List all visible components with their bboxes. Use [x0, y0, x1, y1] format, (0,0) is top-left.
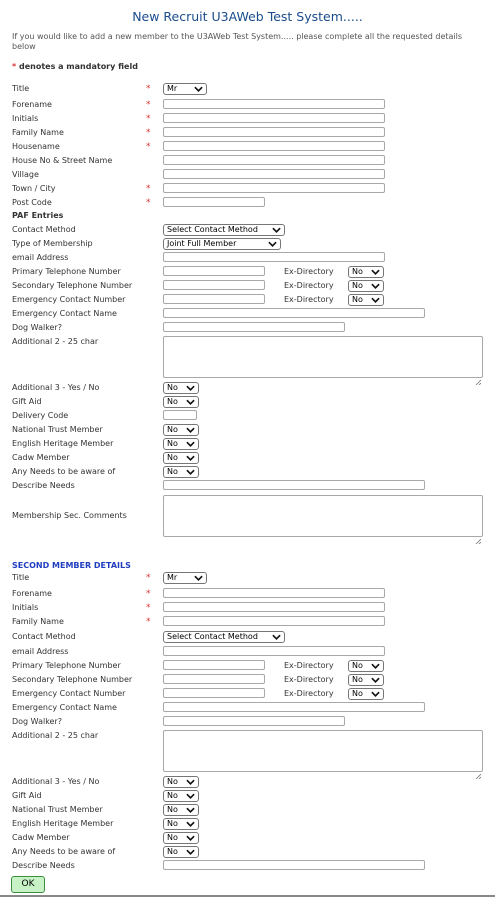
m2-emergency-exdir-select-value: No	[352, 689, 363, 698]
m2-initials-required: *	[146, 603, 151, 613]
chevron-down-icon	[186, 398, 195, 406]
delivery-code-label: Delivery Code	[12, 411, 69, 420]
chevron-down-icon	[186, 426, 195, 434]
gift-aid-select-value: No	[167, 397, 178, 406]
national-trust-label: National Trust Member	[12, 425, 103, 434]
m2-emergency-exdir-select[interactable]	[348, 688, 384, 700]
cadw-select[interactable]	[163, 452, 199, 464]
cadw-select-value: No	[167, 453, 178, 462]
national-trust-select-value: No	[167, 425, 178, 434]
membership-type-label: Type of Membership	[12, 239, 93, 248]
initials-required: *	[146, 114, 151, 124]
m2-secondary-phone-input[interactable]	[163, 674, 265, 684]
paf-entries-heading: PAF Entries	[12, 211, 64, 220]
housename-required: *	[146, 142, 151, 152]
m2-primary-phone-input[interactable]	[163, 660, 265, 670]
m2-forename-input[interactable]	[163, 588, 385, 598]
email-label: email Address	[12, 253, 69, 262]
m2-forename-required: *	[146, 589, 151, 599]
required-star: *	[12, 62, 17, 71]
m2-secondary-phone-label: Secondary Telephone Number	[12, 675, 133, 684]
chevron-down-icon	[186, 806, 195, 814]
m2-national-trust-label: National Trust Member	[12, 805, 103, 814]
intro-text: If you would like to add a new member to the U3AWeb Test System..... please complete all the requested details below	[12, 32, 463, 51]
village-label: Village	[12, 170, 39, 179]
m2-contact-method-select[interactable]	[163, 631, 285, 643]
contact-method-select-value: Select Contact Method	[167, 225, 258, 234]
m2-forename-label: Forename	[12, 589, 52, 598]
secondary-phone-label: Secondary Telephone Number	[12, 281, 133, 290]
emergency-exdir-select-value: No	[352, 295, 363, 304]
describe-needs-label: Describe Needs	[12, 481, 75, 490]
m2-emergency-name-input[interactable]	[163, 702, 425, 712]
emergency-phone-input[interactable]	[163, 294, 265, 304]
resize-grip-icon[interactable]	[475, 529, 481, 535]
primary-exdir-select[interactable]	[348, 266, 384, 278]
additional3-label: Additional 3 - Yes / No	[12, 383, 100, 392]
m2-additional3-select[interactable]	[163, 776, 199, 788]
m2-family-name-required: *	[146, 617, 151, 627]
chevron-down-icon	[186, 834, 195, 842]
m2-initials-input[interactable]	[163, 602, 385, 612]
emergency-name-input[interactable]	[163, 308, 425, 318]
town-required: *	[146, 184, 151, 194]
m2-family-name-input[interactable]	[163, 616, 385, 626]
emergency-phone-label: Emergency Contact Number	[12, 295, 126, 304]
contact-method-label: Contact Method	[12, 225, 76, 234]
chevron-down-icon	[186, 384, 195, 392]
title-required: *	[146, 84, 151, 94]
emergency-exdir-label: Ex-Directory	[284, 295, 334, 304]
needs-select-value: No	[167, 467, 178, 476]
ok-button[interactable]: OK	[11, 876, 45, 893]
additional3-select-value: No	[167, 383, 178, 392]
m2-cadw-select-value: No	[167, 833, 178, 842]
chevron-down-icon	[371, 662, 380, 670]
secondary-phone-input[interactable]	[163, 280, 265, 290]
chevron-down-icon	[194, 574, 203, 582]
house-no-label: House No & Street Name	[12, 156, 113, 165]
m2-english-heritage-select[interactable]	[163, 818, 199, 830]
chevron-down-icon	[371, 676, 380, 684]
m2-additional3-label: Additional 3 - Yes / No	[12, 777, 100, 786]
m2-title-label: Title	[12, 573, 30, 582]
m2-emergency-name-label: Emergency Contact Name	[12, 703, 117, 712]
m2-contact-method-select-value: Select Contact Method	[167, 632, 258, 641]
resize-grip-icon[interactable]	[475, 370, 481, 376]
m2-describe-needs-label: Describe Needs	[12, 861, 75, 870]
cadw-label: Cadw Member	[12, 453, 70, 462]
m2-national-trust-select-value: No	[167, 805, 178, 814]
m2-english-heritage-label: English Heritage Member	[12, 819, 114, 828]
m2-additional2-textarea[interactable]	[163, 730, 483, 772]
needs-label: Any Needs to be aware of	[12, 467, 116, 476]
forename-input[interactable]	[163, 99, 385, 109]
m2-cadw-label: Cadw Member	[12, 833, 70, 842]
initials-input[interactable]	[163, 113, 385, 123]
m2-dog-walker-input[interactable]	[163, 716, 345, 726]
housename-input[interactable]	[163, 141, 385, 151]
chevron-down-icon	[186, 792, 195, 800]
chevron-down-icon	[186, 454, 195, 462]
chevron-down-icon	[186, 848, 195, 856]
needs-select[interactable]	[163, 466, 199, 478]
secondary-exdir-select[interactable]	[348, 280, 384, 292]
m2-gift-aid-select-value: No	[167, 791, 178, 800]
housename-label: Housename	[12, 142, 60, 151]
resize-grip-icon[interactable]	[475, 764, 481, 770]
english-heritage-label: English Heritage Member	[12, 439, 114, 448]
primary-phone-input[interactable]	[163, 266, 265, 276]
describe-needs-input[interactable]	[163, 480, 425, 490]
additional2-label: Additional 2 - 25 char	[12, 337, 99, 346]
primary-exdir-label: Ex-Directory	[284, 267, 334, 276]
secondary-exdir-label: Ex-Directory	[284, 281, 334, 290]
m2-primary-exdir-label: Ex-Directory	[284, 661, 334, 670]
m2-needs-select-value: No	[167, 847, 178, 856]
english-heritage-select[interactable]	[163, 438, 199, 450]
m2-english-heritage-select-value: No	[167, 819, 178, 828]
dog-walker-label: Dog Walker?	[12, 323, 63, 332]
chevron-down-icon	[186, 778, 195, 786]
m2-gift-aid-select[interactable]	[163, 790, 199, 802]
m2-emergency-phone-input[interactable]	[163, 688, 265, 698]
m2-title-required: *	[146, 573, 151, 583]
membership-type-select-value: Joint Full Member	[167, 239, 237, 248]
primary-phone-label: Primary Telephone Number	[12, 267, 121, 276]
m2-gift-aid-label: Gift Aid	[12, 791, 42, 800]
postcode-label: Post Code	[12, 198, 52, 207]
chevron-down-icon	[186, 468, 195, 476]
initials-label: Initials	[12, 114, 39, 123]
additional2-textarea[interactable]	[163, 336, 483, 378]
emergency-exdir-select[interactable]	[348, 294, 384, 306]
m2-contact-method-label: Contact Method	[12, 632, 76, 641]
mandatory-note	[12, 62, 138, 71]
m2-email-label: email Address	[12, 647, 69, 656]
forename-label: Forename	[12, 100, 52, 109]
m2-secondary-exdir-select[interactable]	[348, 674, 384, 686]
m2-primary-exdir-select[interactable]	[348, 660, 384, 672]
chevron-down-icon	[194, 85, 203, 93]
emergency-name-label: Emergency Contact Name	[12, 309, 117, 318]
title-label: Title	[12, 84, 30, 93]
m2-title-select-value: Mr	[167, 573, 178, 582]
m2-emergency-phone-label: Emergency Contact Number	[12, 689, 126, 698]
m2-describe-needs-input[interactable]	[163, 860, 425, 870]
m2-needs-select[interactable]	[163, 846, 199, 858]
m2-title-select[interactable]	[163, 572, 207, 584]
postcode-input[interactable]	[163, 197, 265, 207]
m2-needs-label: Any Needs to be aware of	[12, 847, 116, 856]
m2-national-trust-select[interactable]	[163, 804, 199, 816]
forename-required: *	[146, 100, 151, 110]
second-member-heading: SECOND MEMBER DETAILS	[12, 561, 131, 570]
national-trust-select[interactable]	[163, 424, 199, 436]
membership-type-select[interactable]	[163, 238, 281, 250]
mandatory-note-text: denotes a mandatory field	[18, 62, 138, 71]
chevron-down-icon	[371, 690, 380, 698]
town-label: Town / City	[12, 184, 56, 193]
village-input[interactable]	[163, 169, 385, 179]
m2-initials-label: Initials	[12, 603, 39, 612]
english-heritage-select-value: No	[167, 439, 178, 448]
m2-email-input[interactable]	[163, 646, 385, 656]
title-select[interactable]	[163, 83, 207, 95]
secondary-exdir-select-value: No	[352, 281, 363, 290]
m2-primary-phone-label: Primary Telephone Number	[12, 661, 121, 670]
chevron-down-icon	[268, 240, 277, 248]
gift-aid-label: Gift Aid	[12, 397, 42, 406]
m2-emergency-exdir-label: Ex-Directory	[284, 689, 334, 698]
page-title: New Recruit U3AWeb Test System.....	[132, 9, 363, 24]
chevron-down-icon	[371, 268, 380, 276]
chevron-down-icon	[186, 440, 195, 448]
delivery-code-input[interactable]	[163, 410, 197, 420]
title-select-value: Mr	[167, 84, 178, 93]
chevron-down-icon	[371, 296, 380, 304]
m2-family-name-label: Family Name	[12, 617, 64, 626]
primary-exdir-select-value: No	[352, 267, 363, 276]
comments-textarea[interactable]	[163, 495, 483, 537]
gift-aid-select[interactable]	[163, 396, 199, 408]
m2-cadw-select[interactable]	[163, 832, 199, 844]
m2-secondary-exdir-select-value: No	[352, 675, 363, 684]
family-name-label: Family Name	[12, 128, 64, 137]
additional3-select[interactable]	[163, 382, 199, 394]
email-input[interactable]	[163, 252, 385, 262]
m2-dog-walker-label: Dog Walker?	[12, 717, 63, 726]
house-no-input[interactable]	[163, 155, 385, 165]
m2-additional3-select-value: No	[167, 777, 178, 786]
chevron-down-icon	[272, 226, 281, 234]
postcode-required: *	[146, 198, 151, 208]
family-name-input[interactable]	[163, 127, 385, 137]
town-input[interactable]	[163, 183, 385, 193]
m2-secondary-exdir-label: Ex-Directory	[284, 675, 334, 684]
chevron-down-icon	[371, 282, 380, 290]
chevron-down-icon	[186, 820, 195, 828]
dog-walker-input[interactable]	[163, 322, 345, 332]
contact-method-select[interactable]	[163, 224, 285, 236]
family-name-required: *	[146, 128, 151, 138]
m2-additional2-label: Additional 2 - 25 char	[12, 731, 99, 740]
m2-primary-exdir-select-value: No	[352, 661, 363, 670]
chevron-down-icon	[272, 633, 281, 641]
comments-label: Membership Sec. Comments	[12, 511, 127, 520]
